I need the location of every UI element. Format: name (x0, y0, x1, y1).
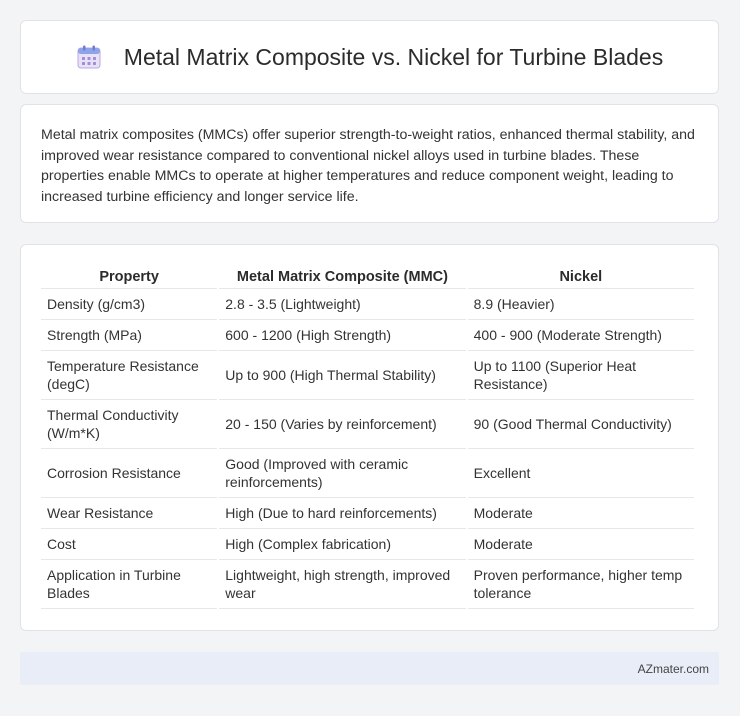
header-nickel: Nickel (468, 264, 694, 289)
cell-nickel: Proven performance, higher temp tolerance (468, 560, 694, 609)
table-row (41, 351, 694, 400)
cell-property: Wear Resistance (41, 498, 217, 529)
table-row (41, 449, 694, 498)
table-row (41, 529, 694, 560)
cell-mmc: 2.8 - 3.5 (Lightweight) (219, 289, 465, 320)
intro-paragraph: Metal matrix composites (MMCs) offer superior strength-to-weight ratios, enhanced thermal stability, and improved wear resistance compared to conventional nickel alloys used in turbine blades. These properties enable MMCs to operate at higher temperatures and reduce component weight, leading to increased turbine efficiency and longer service life. (41, 127, 695, 205)
cell-nickel: 8.9 (Heavier) (468, 289, 694, 320)
cell-property: Temperature Resistance (degC) (41, 351, 217, 400)
table-row (41, 320, 694, 351)
table-header-row (41, 264, 694, 289)
cell-nickel: Moderate (468, 498, 694, 529)
cell-property: Application in Turbine Blades (41, 560, 217, 609)
cell-property: Thermal Conductivity (W/m*K) (41, 400, 217, 449)
cell-property: Corrosion Resistance (41, 449, 217, 498)
cell-nickel: 400 - 900 (Moderate Strength) (468, 320, 694, 351)
cell-mmc: Up to 900 (High Thermal Stability) (219, 351, 465, 400)
cell-mmc: 20 - 150 (Varies by reinforcement) (219, 400, 465, 449)
cell-mmc: High (Due to hard reinforcements) (219, 498, 465, 529)
table-row (41, 289, 694, 320)
cell-mmc: High (Complex fabrication) (219, 529, 465, 560)
cell-nickel: Up to 1100 (Superior Heat Resistance) (468, 351, 694, 400)
table-row (41, 498, 694, 529)
cell-nickel: 90 (Good Thermal Conductivity) (468, 400, 694, 449)
cell-property: Cost (41, 529, 217, 560)
cell-nickel: Excellent (468, 449, 694, 498)
table-row (41, 400, 694, 449)
cell-property: Strength (MPa) (41, 320, 217, 351)
header-mmc: Metal Matrix Composite (MMC) (219, 264, 465, 289)
cell-mmc: Lightweight, high strength, improved wear (219, 560, 465, 609)
title-card (20, 20, 719, 94)
page-title: Metal Matrix Composite vs. Nickel for Turbine Blades (123, 43, 664, 70)
cell-mmc: 600 - 1200 (High Strength) (219, 320, 465, 351)
comparison-table (39, 264, 696, 609)
cell-nickel: Moderate (468, 529, 694, 560)
cell-mmc: Good (Improved with ceramic reinforcements) (219, 449, 465, 498)
table-row (41, 560, 694, 609)
comparison-table-card (20, 244, 719, 631)
cell-property: Density (g/cm3) (41, 289, 217, 320)
header-property: Property (41, 264, 217, 289)
intro-card (20, 104, 719, 223)
footer-bar (20, 652, 719, 685)
footer-site-link[interactable]: AZmater.com (637, 661, 709, 676)
calendar-icon (76, 44, 102, 70)
